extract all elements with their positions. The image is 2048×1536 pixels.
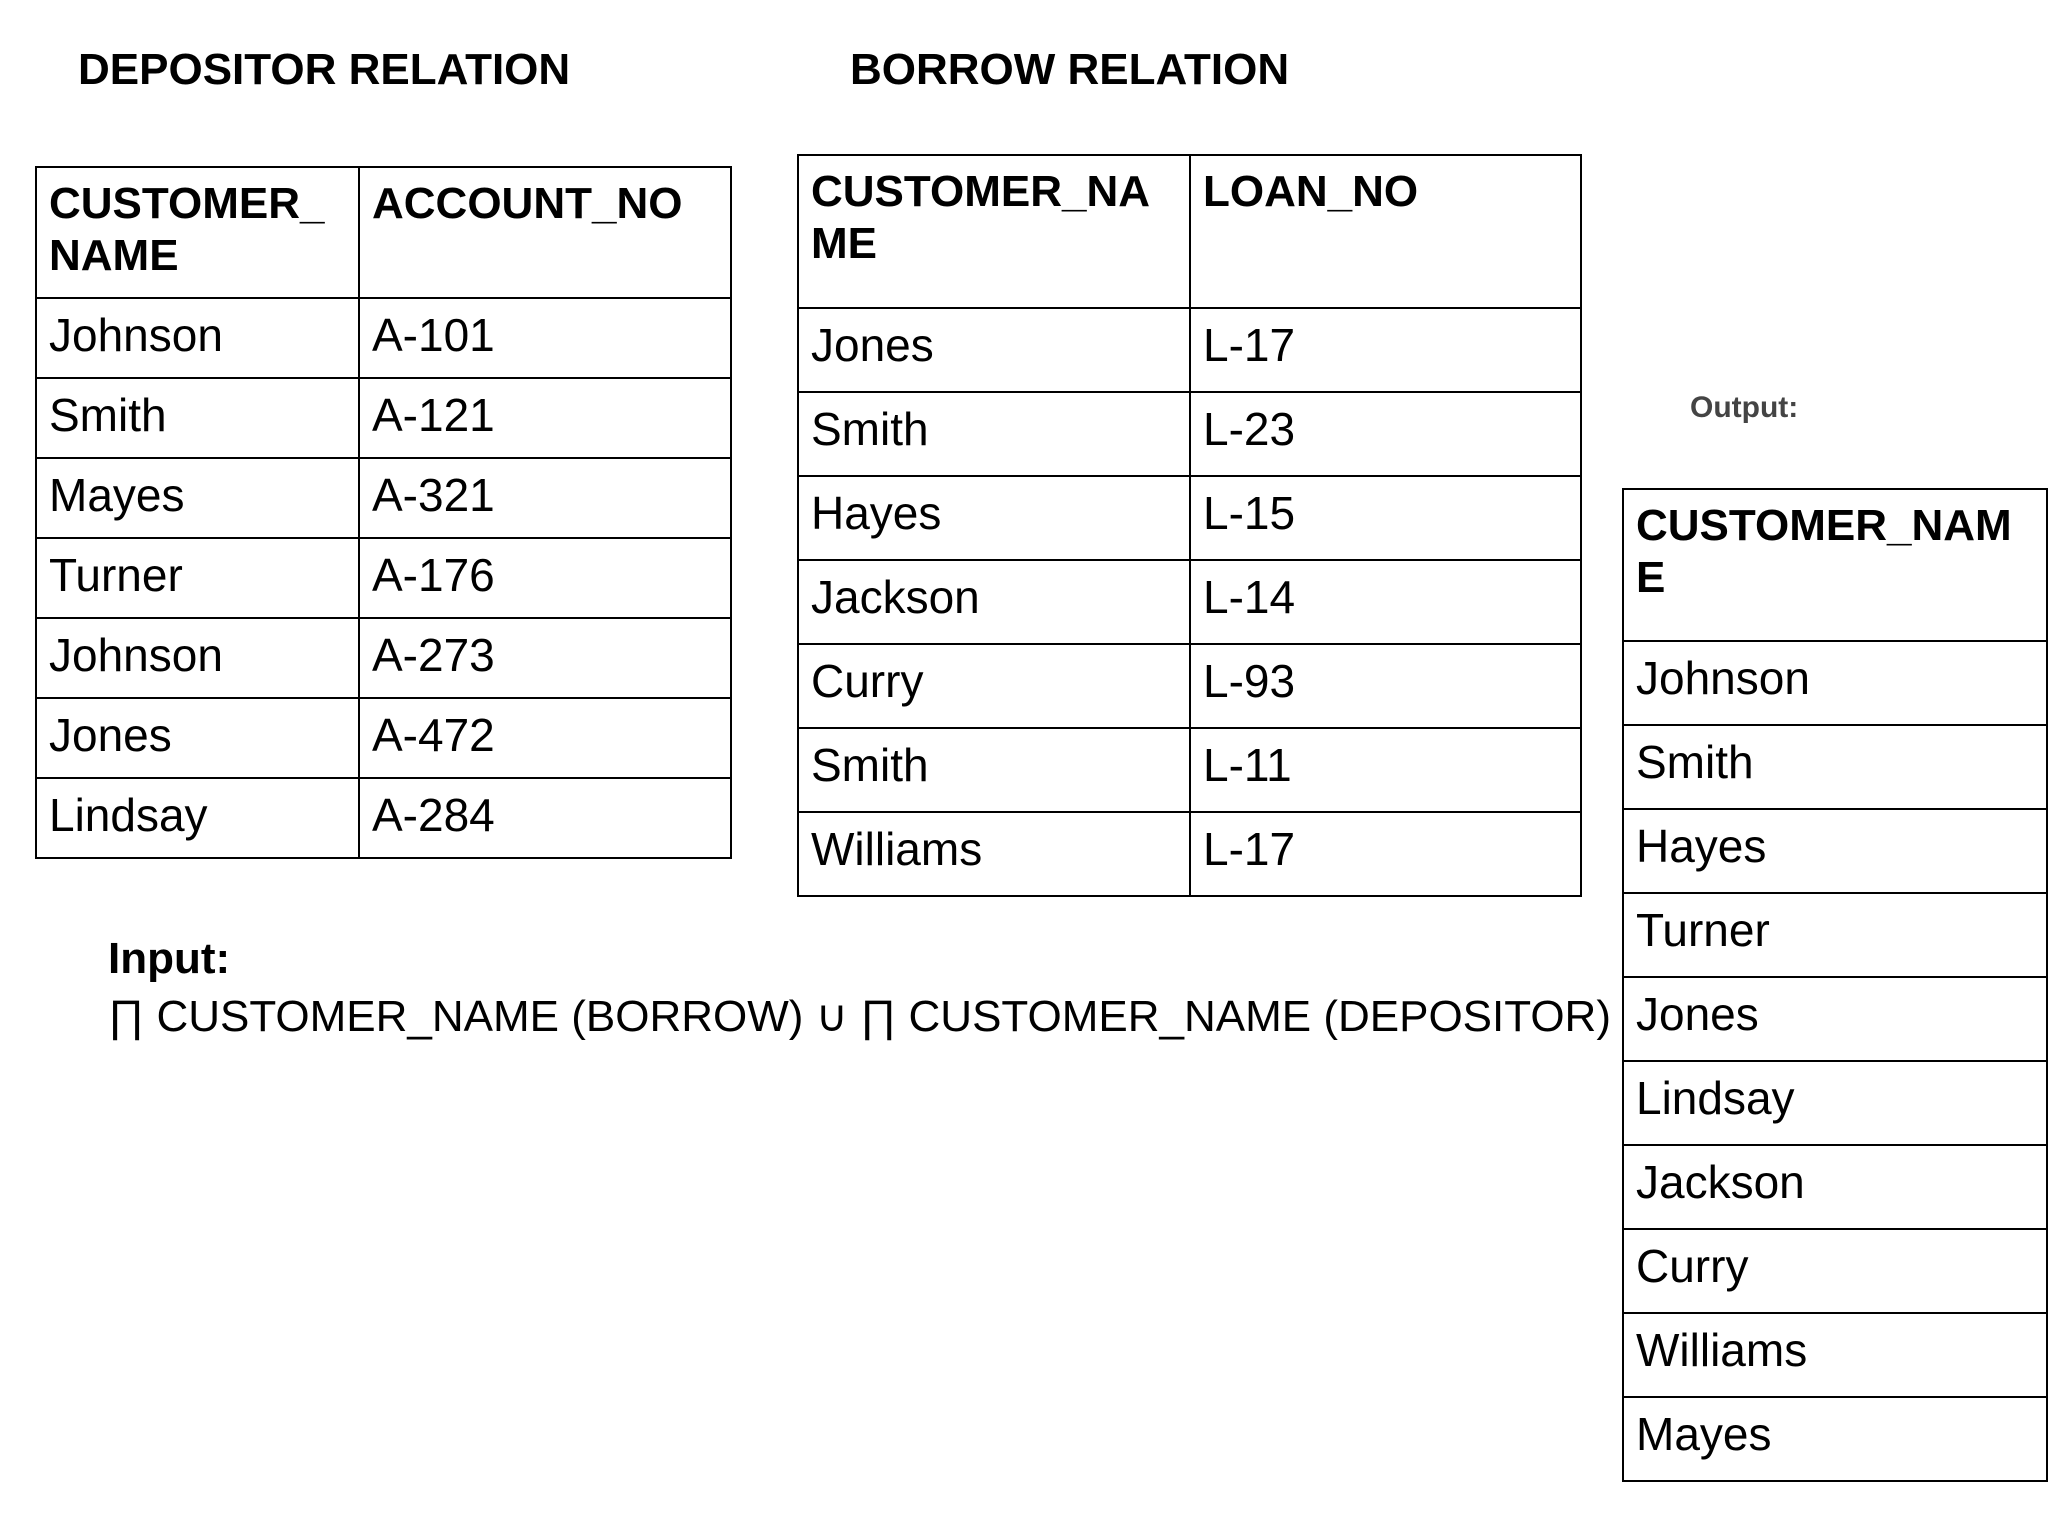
borrow-cell-loan: L-14 bbox=[1190, 560, 1581, 644]
borrow-cell-name: Williams bbox=[798, 812, 1190, 896]
table-row bbox=[36, 618, 731, 698]
input-label: Input: bbox=[108, 934, 231, 983]
depositor-cell-name: Jones bbox=[36, 698, 359, 778]
table-row bbox=[1623, 809, 2047, 893]
depositor-cell-account: A-121 bbox=[359, 378, 731, 458]
depositor-col-account-no: ACCOUNT_NO bbox=[359, 167, 731, 298]
table-row bbox=[1623, 1145, 2047, 1229]
depositor-cell-name: Mayes bbox=[36, 458, 359, 538]
table-row bbox=[36, 298, 731, 378]
output-cell-name: Lindsay bbox=[1623, 1061, 2047, 1145]
output-header-row bbox=[1623, 489, 2047, 641]
table-row bbox=[36, 458, 731, 538]
output-cell-name: Hayes bbox=[1623, 809, 2047, 893]
table-row bbox=[36, 778, 731, 858]
output-cell-name: Mayes bbox=[1623, 1397, 2047, 1481]
output-table bbox=[1622, 488, 2048, 1482]
depositor-cell-account: A-472 bbox=[359, 698, 731, 778]
borrow-cell-loan: L-23 bbox=[1190, 392, 1581, 476]
borrow-cell-loan: L-11 bbox=[1190, 728, 1581, 812]
output-cell-name: Jackson bbox=[1623, 1145, 2047, 1229]
table-row bbox=[1623, 1229, 2047, 1313]
table-row bbox=[1623, 1061, 2047, 1145]
table-row bbox=[798, 392, 1581, 476]
borrow-cell-loan: L-15 bbox=[1190, 476, 1581, 560]
table-row bbox=[798, 812, 1581, 896]
table-row bbox=[798, 644, 1581, 728]
depositor-cell-name: Johnson bbox=[36, 298, 359, 378]
output-col-customer-name: CUSTOMER_NAME bbox=[1623, 489, 2047, 641]
table-row bbox=[1623, 1397, 2047, 1481]
relational-algebra-query: ∏ CUSTOMER_NAME (BORROW) ∪ ∏ CUSTOMER_NAME (DEPOSITOR) bbox=[108, 992, 1611, 1041]
depositor-table bbox=[35, 166, 732, 859]
table-row bbox=[798, 560, 1581, 644]
borrow-table bbox=[797, 154, 1582, 897]
borrow-cell-name: Smith bbox=[798, 728, 1190, 812]
borrow-cell-name: Curry bbox=[798, 644, 1190, 728]
table-row bbox=[1623, 977, 2047, 1061]
table-row bbox=[36, 698, 731, 778]
output-label: Output: bbox=[1690, 391, 1799, 424]
output-cell-name: Curry bbox=[1623, 1229, 2047, 1313]
output-cell-name: Turner bbox=[1623, 893, 2047, 977]
depositor-cell-account: A-101 bbox=[359, 298, 731, 378]
borrow-title: BORROW RELATION bbox=[850, 45, 1290, 94]
table-row bbox=[1623, 1313, 2047, 1397]
output-cell-name: Williams bbox=[1623, 1313, 2047, 1397]
borrow-cell-loan: L-17 bbox=[1190, 812, 1581, 896]
table-row bbox=[1623, 725, 2047, 809]
depositor-col-customer-name: CUSTOMER_ NAME bbox=[36, 167, 359, 298]
borrow-cell-name: Hayes bbox=[798, 476, 1190, 560]
table-row bbox=[798, 728, 1581, 812]
depositor-cell-account: A-321 bbox=[359, 458, 731, 538]
depositor-cell-account: A-273 bbox=[359, 618, 731, 698]
depositor-cell-name: Turner bbox=[36, 538, 359, 618]
borrow-cell-name: Smith bbox=[798, 392, 1190, 476]
depositor-cell-name: Johnson bbox=[36, 618, 359, 698]
borrow-col-loan-no: LOAN_NO bbox=[1190, 155, 1581, 308]
borrow-cell-loan: L-17 bbox=[1190, 308, 1581, 392]
depositor-cell-account: A-284 bbox=[359, 778, 731, 858]
output-cell-name: Smith bbox=[1623, 725, 2047, 809]
depositor-cell-name: Lindsay bbox=[36, 778, 359, 858]
output-cell-name: Jones bbox=[1623, 977, 2047, 1061]
table-row bbox=[36, 538, 731, 618]
depositor-header-row bbox=[36, 167, 731, 298]
borrow-cell-loan: L-93 bbox=[1190, 644, 1581, 728]
borrow-cell-name: Jackson bbox=[798, 560, 1190, 644]
input-block bbox=[108, 930, 1611, 1046]
borrow-header-row bbox=[798, 155, 1581, 308]
table-row bbox=[36, 378, 731, 458]
depositor-title: DEPOSITOR RELATION bbox=[78, 45, 571, 94]
table-row bbox=[798, 308, 1581, 392]
borrow-cell-name: Jones bbox=[798, 308, 1190, 392]
output-cell-name: Johnson bbox=[1623, 641, 2047, 725]
table-row bbox=[1623, 893, 2047, 977]
depositor-cell-name: Smith bbox=[36, 378, 359, 458]
depositor-cell-account: A-176 bbox=[359, 538, 731, 618]
borrow-col-customer-name: CUSTOMER_NAME bbox=[798, 155, 1190, 308]
table-row bbox=[798, 476, 1581, 560]
table-row bbox=[1623, 641, 2047, 725]
